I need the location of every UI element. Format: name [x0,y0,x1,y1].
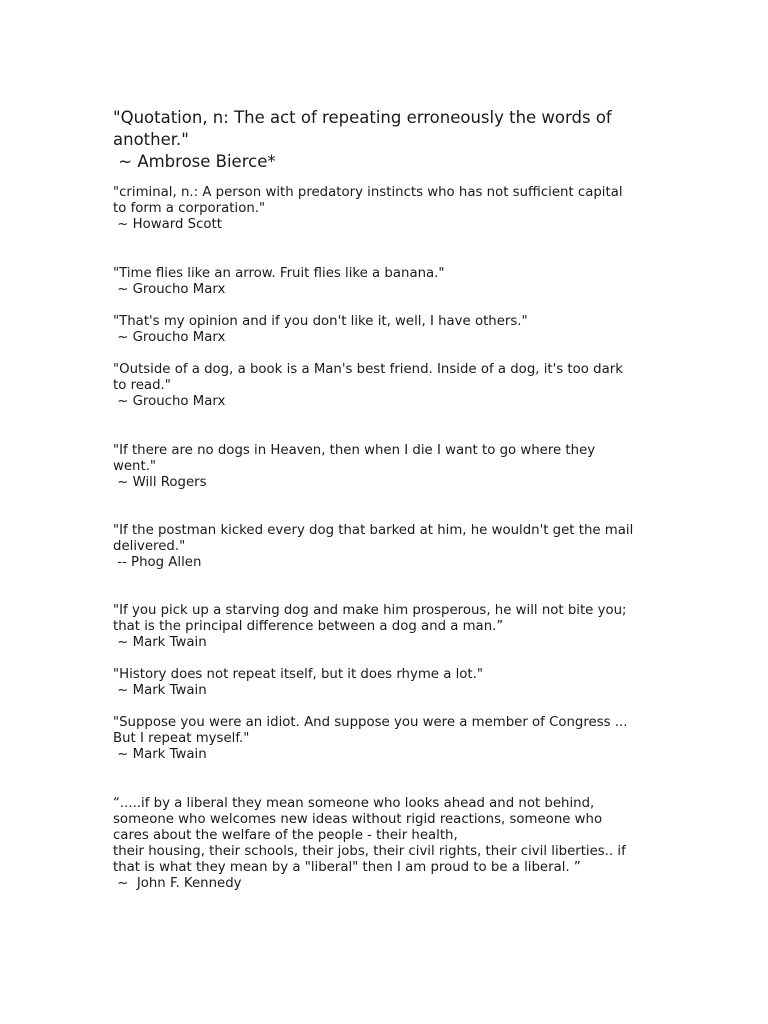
quote-line: “.....if by a liberal they mean someone who looks ahead and not behind, [113,796,595,811]
quote-block [113,796,673,892]
quote-attribution: ~ Mark Twain [113,635,207,650]
quote-line: But I repeat myself." [113,731,250,746]
quote-block [113,362,673,410]
quote-line: "Time flies like an arrow. Fruit flies like a banana." [113,266,445,281]
page-title [113,107,673,173]
quote-block [113,266,673,298]
quote-line: that is the principal difference between a dog and a man.” [113,619,504,634]
quote-block [113,185,673,233]
title-line: "Quotation, n: The act of repeating erroneously the words of [113,108,612,127]
quote-line: "Suppose you were an idiot. And suppose you were a member of Congress ... [113,715,628,730]
quote-block [113,667,673,699]
quote-attribution: -- Phog Allen [113,555,202,570]
quote-line: "If the postman kicked every dog that barked at him, he wouldn't get the mail [113,523,634,538]
quote-attribution: ~ Mark Twain [113,747,207,762]
quote-attribution: ~ Groucho Marx [113,394,226,409]
quote-line: "criminal, n.: A person with predatory instincts who has not sufficient capital [113,185,623,200]
title-line: another." [113,130,189,149]
quote-line: "That's my opinion and if you don't like it, well, I have others." [113,314,528,329]
quote-line: went." [113,459,157,474]
quote-block [113,715,673,763]
quote-block [113,603,673,651]
quote-attribution: ~ Mark Twain [113,683,207,698]
quote-line: "History does not repeat itself, but it does rhyme a lot." [113,667,483,682]
quote-attribution: ~ John F. Kennedy [113,876,242,891]
quote-line: cares about the welfare of the people - their health, [113,828,458,843]
quote-line: that is what they mean by a "liberal" then I am proud to be a liberal. ” [113,860,581,875]
quote-attribution: ~ Will Rogers [113,475,207,490]
quote-attribution: ~ Groucho Marx [113,282,226,297]
quote-block [113,443,673,491]
quote-block [113,523,673,571]
quote-line: their housing, their schools, their jobs, their civil rights, their civil liberties.. if [113,844,626,859]
quote-block [113,314,673,346]
quote-line: to read." [113,378,171,393]
quote-attribution: ~ Groucho Marx [113,330,226,345]
quote-attribution: ~ Howard Scott [113,217,222,232]
quote-line: "If you pick up a starving dog and make him prosperous, he will not bite you; [113,603,627,618]
quote-line: delivered." [113,539,186,554]
quote-line: someone who welcomes new ideas without rigid reactions, someone who [113,812,603,827]
quote-line: "Outside of a dog, a book is a Man's best friend. Inside of a dog, it's too dark [113,362,623,377]
title-attribution: ~ Ambrose Bierce* [113,152,276,171]
quote-line: to form a corporation." [113,201,266,216]
quote-line: "If there are no dogs in Heaven, then when I die I want to go where they [113,443,596,458]
